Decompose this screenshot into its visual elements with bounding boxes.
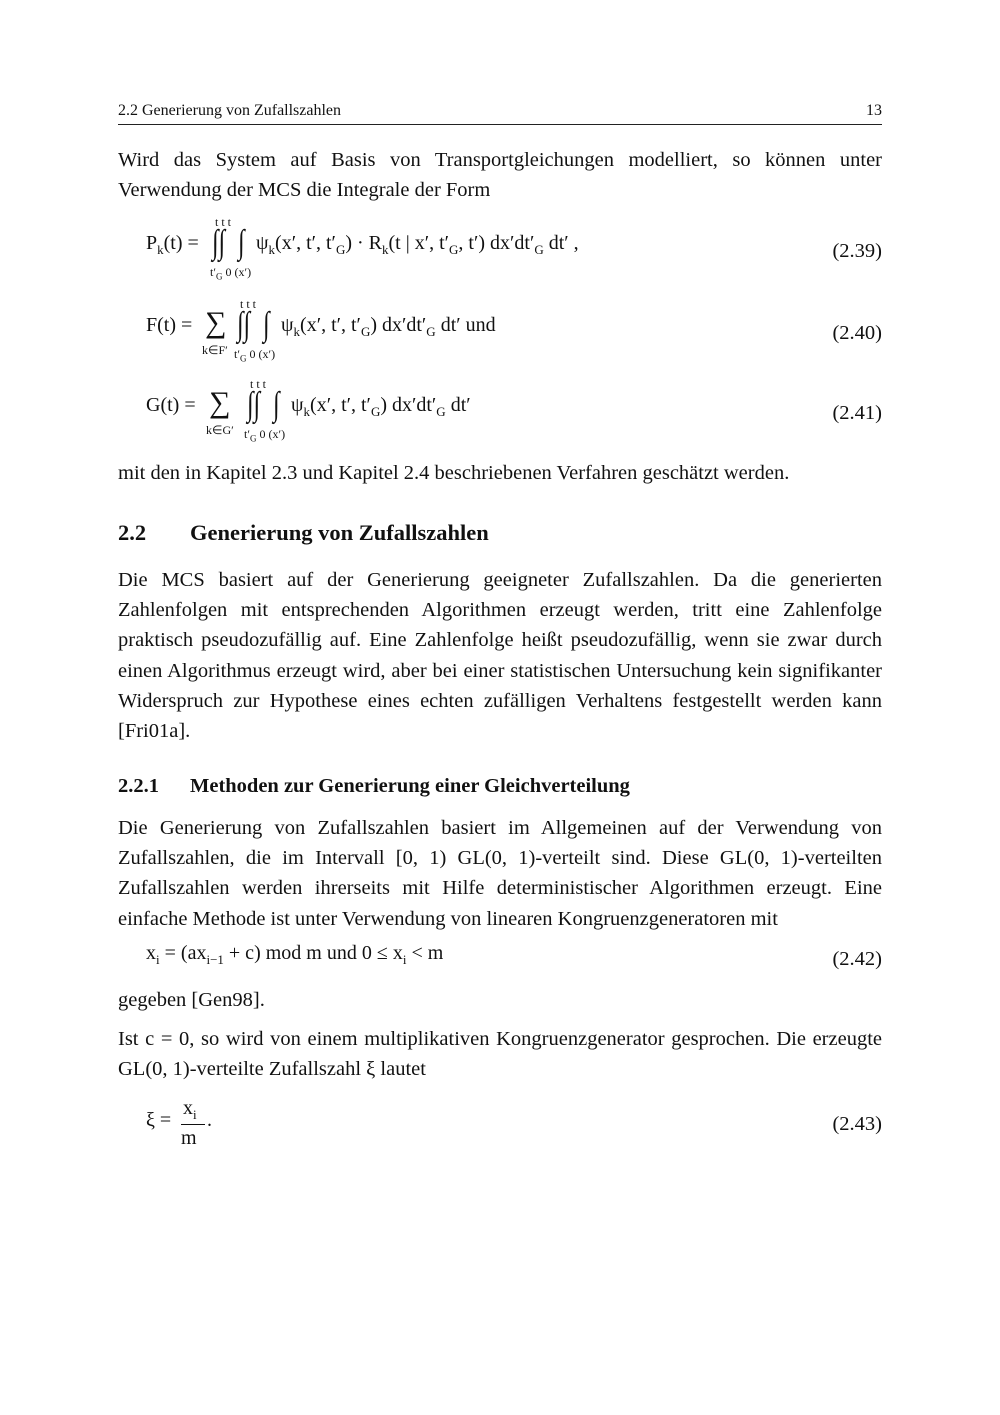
sum-sign: ∑ bbox=[205, 306, 227, 339]
eq239-upper-limits: t t t bbox=[215, 215, 232, 229]
equation-2-43 bbox=[0, 1095, 1000, 1160]
integral-sign: ∫ bbox=[238, 224, 245, 261]
eq240-lower-limits: $t'_G$ 0 (x′) bbox=[234, 347, 276, 364]
fraction-bar bbox=[181, 1124, 205, 1125]
equation-number: (2.43) bbox=[832, 1113, 882, 1135]
eq243-numerator: $x_i$ bbox=[183, 1097, 197, 1122]
equation-2-40 bbox=[0, 292, 1000, 367]
integral-sign: ∫ bbox=[273, 386, 280, 423]
sum-sign: ∑ bbox=[209, 386, 231, 419]
eq242-formula: $x_i = (ax_{i-1} + c)$ mod m und $0 \le x_i < m$ bbox=[146, 942, 444, 967]
subsection-title: Methoden zur Generierung einer Gleichverteilung bbox=[190, 775, 630, 797]
after-eq242-text: gegeben [Gen98]. bbox=[118, 989, 265, 1011]
eq243-period: . bbox=[207, 1109, 212, 1131]
section-2-2-paragraph: Die MCS basiert auf der Generierung geeigneter Zufallszahlen. Da die generierten Zahlenfolgen mit entsprechenden Algorithmen erzeugt werden, tritt eine Zahlenfolge praktisch pseudozufällig auf. Eine Zahlenfolge heißt pseudozufällig, wenn sie zwar durch einen Algorithmus erzeugt wird, aber bei einer statistischen Untersuchung kein signifikanter Widerspruch zur Hypothese eines echten zufälligen Verhaltens festgestellt werden kann [Fri01a]. bbox=[118, 569, 882, 743]
eq241-integrand: $\psi_k(x'$, t′, $t'_G$) $dx'dt'_G$ dt′ bbox=[291, 394, 471, 419]
intro-paragraph: Wird das System auf Basis von Transportgleichungen modelliert, so können unter Verwendung der MCS die Integrale der Form bbox=[118, 149, 882, 202]
integral-sign: ∫∫ bbox=[237, 306, 251, 343]
header-page-number: 13 bbox=[866, 102, 882, 119]
section-heading-2-2-1 bbox=[118, 775, 630, 798]
header-section-title: 2.2 Generierung von Zufallszahlen bbox=[118, 102, 342, 119]
eq241-lower-limits: $t'_G$ 0 (x′) bbox=[244, 427, 286, 444]
eq240-upper-limits: t t t bbox=[240, 297, 257, 311]
equation-2-39 bbox=[0, 210, 1000, 285]
equation-number: (2.42) bbox=[832, 948, 882, 970]
subsection-number: 2.2.1 bbox=[118, 775, 159, 797]
equation-2-42 bbox=[0, 940, 1000, 980]
eq239-lower-limits: $t'_G$ 0 (x′) bbox=[210, 265, 252, 282]
eq243-denominator: m bbox=[181, 1127, 197, 1149]
eq239-integrand: $\psi_k(x'$, t′, $t'_G) \cdot R_k(t$ | x′, $t'_G$, t′) $dx'dt'_G$ dt′ , bbox=[256, 232, 579, 257]
equation-number: (2.41) bbox=[832, 402, 882, 424]
section-2-2-1-paragraph-2: Ist c = 0, so wird von einem multiplikativen Kongruenzgenerator gesprochen. Die erzeugte GL(0, 1)-verteilte Zufallszahl ξ lautet bbox=[118, 1028, 882, 1081]
eq241-upper-limits: t t t bbox=[250, 377, 267, 391]
section-heading-2-2 bbox=[118, 520, 489, 546]
equation-number: (2.39) bbox=[832, 240, 882, 262]
integral-sign: ∫∫ bbox=[212, 224, 226, 261]
section-number: 2.2 bbox=[118, 520, 147, 545]
after-integrals-text: mit den in Kapitel 2.3 und Kapitel 2.4 beschriebenen Verfahren geschätzt werden. bbox=[118, 462, 790, 484]
eq240-integrand: $\psi_k(x'$, t′, $t'_G$) $dx'dt'_G$ dt′ und bbox=[281, 314, 496, 339]
eq240-lhs: F(t) = bbox=[146, 314, 193, 336]
integral-sign: ∫ bbox=[263, 306, 270, 343]
eq241-sum-index: k∈G′ bbox=[206, 423, 234, 437]
section-title: Generierung von Zufallszahlen bbox=[190, 520, 489, 545]
equation-number: (2.40) bbox=[832, 322, 882, 344]
eq241-lhs: G(t) = bbox=[146, 394, 196, 416]
eq240-sum-index: k∈F′ bbox=[202, 343, 228, 357]
integral-sign: ∫∫ bbox=[247, 386, 261, 423]
equation-2-41 bbox=[0, 372, 1000, 447]
running-header bbox=[118, 100, 882, 125]
eq243-lhs: ξ = bbox=[146, 1109, 172, 1131]
section-2-2-1-paragraph: Die Generierung von Zufallszahlen basiert im Allgemeinen auf der Verwendung von Zufallszahlen, die im Intervall [0, 1) GL(0, 1)-verteilt sind. Diese GL(0, 1)-verteilten Zufallszahlen werden ihrerseits mit Hilfe deterministischer Algorithmen erzeugt. Eine einfache Methode ist unter Verwendung von linearen Kongruenzgeneratoren mit bbox=[118, 817, 882, 930]
eq239-lhs: $P_k(t)$ = bbox=[146, 232, 199, 257]
